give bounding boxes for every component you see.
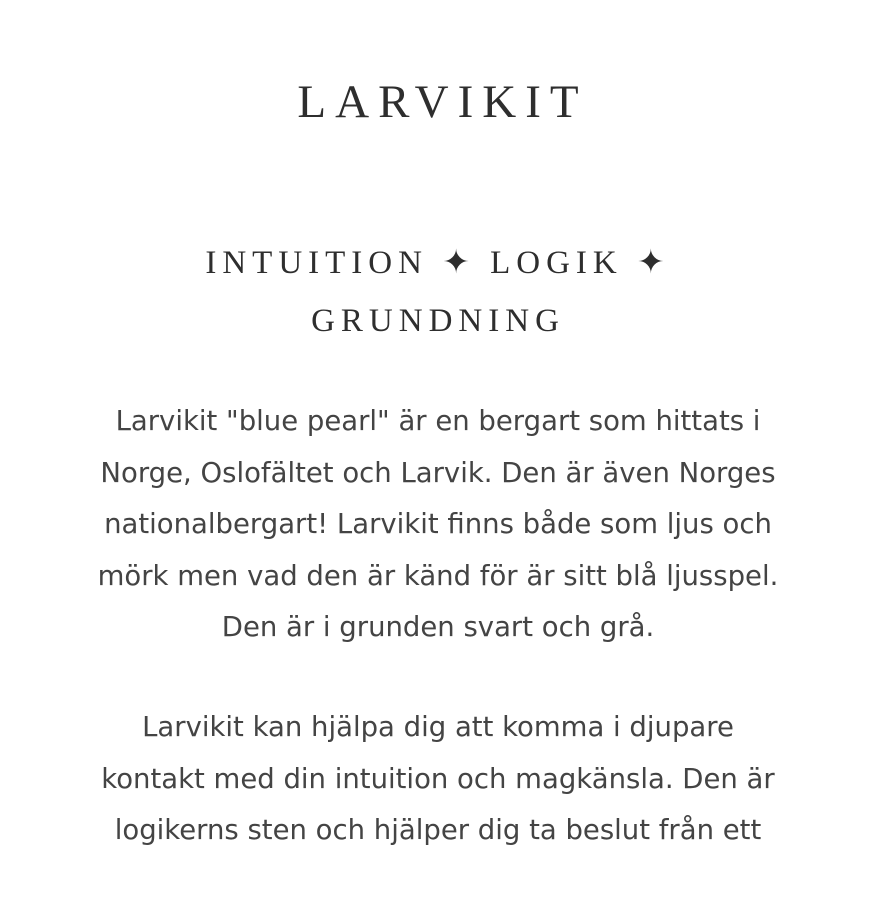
subtitle: [0, 234, 876, 350]
paragraph-description: [40, 396, 836, 654]
paragraph-line: Larvikit kan hjälpa dig att komma i djupare: [142, 711, 734, 743]
paragraph-line: mörk men vad den är känd för är sitt blå ljusspel.: [97, 559, 779, 592]
paragraph-line: Den är i grunden svart och grå.: [221, 611, 655, 643]
paragraph-line: logikerns sten och hjälper dig ta beslut från ett: [114, 814, 762, 846]
page-title: LARVIKIT: [297, 76, 588, 128]
subtitle-line-2: GRUNDNING: [311, 303, 565, 339]
paragraph-properties: [40, 702, 836, 857]
paragraph-line: Norge, Oslofältet och Larvik. Den är även Norges: [100, 456, 776, 489]
paragraph-line: kontakt med din intuition och magkänsla. Den är: [101, 762, 775, 795]
paragraph-line: nationalbergart! Larvikit finns både som ljus och: [104, 508, 772, 540]
paragraph-line: Larvikit "blue pearl" är en bergart som hittats i: [115, 405, 761, 437]
subtitle-line-1: INTUITION ✦ LOGIK ✦: [205, 245, 671, 281]
